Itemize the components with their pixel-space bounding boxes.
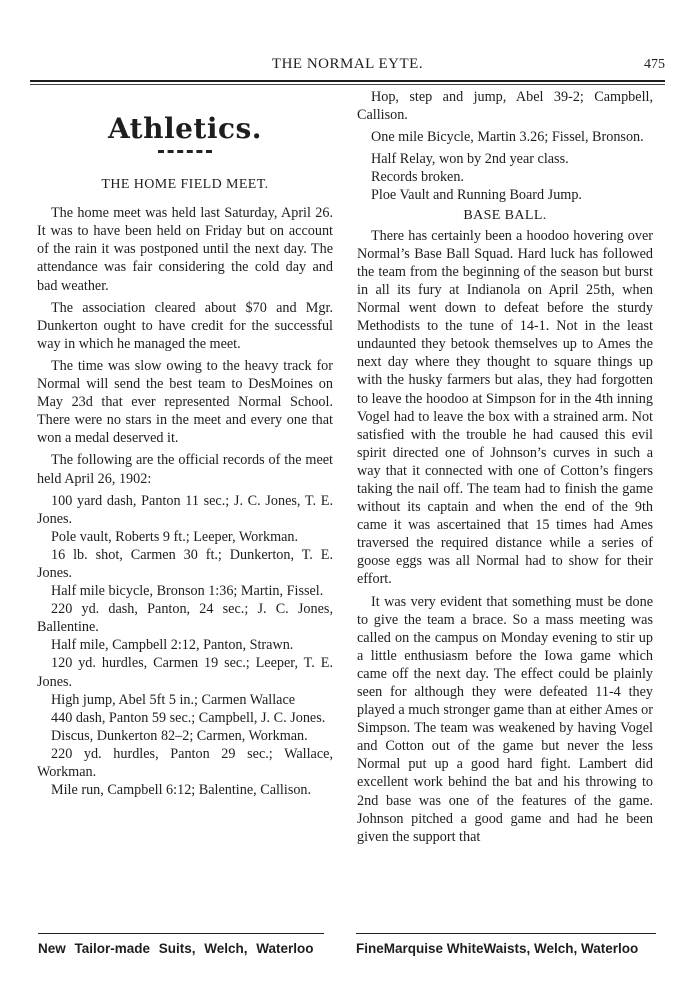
record-entry: Half mile, Campbell 2:12, Panton, Strawn. bbox=[51, 637, 294, 654]
title-ornament bbox=[158, 150, 212, 156]
article-title: Athletics. bbox=[107, 112, 263, 145]
footer-rule-right bbox=[356, 933, 656, 934]
record-entry: High jump, Abel 5ft 5 in.; Carmen Wallace bbox=[51, 691, 296, 708]
section-heading-base-ball: BASE BALL. bbox=[463, 207, 547, 223]
record-entry: Pole vault, Roberts 9 ft.; Leeper, Workman. bbox=[51, 528, 299, 545]
paragraph: It was very evident that something must be done to give the team a brace. So a mass meeting was called on the campus on Monday evening to stir up a little enthusiasm before the Iowa game which came off the next day. The effect could be plainly seen for although they were defeated 11-4 they played a much stronger game than at either Ames or Simpson. The team was weakened by having Vogel and Cotton out of the game but never the less Normal put up a good hard fight. Lambert did excellent work behind the bat and his throwing to 2nd base was one of the features of the game. Johnson pitched a good game and had he been given the support that bbox=[357, 593, 653, 845]
paragraph: There has certainly been a hoodoo hovering over Normal’s Base Ball Squad. Hard luck has followed the team from the beginning of the season but burst in all its fury at Indianola on April 25th, when Normal went down to defeat before the sturdy Methodists to the tune of 14-1. Not in the least undaunted they betook themselves up to Ames the next day where they thought to square things up with the husky farmers but alas, they had forgotten to leave the hoodoo at Simpson for in the 4th inning Vogel had to leave the box with a strained arm. Not satisfied with the trouble he had caused this evil spirit directed one of Johnson’s curves in such a way that it connected with one of Cotton’s fingers taking the nail off. The team had to finish the game without its captain and when the end of the 9th came it was ascertained that 15 times had Ames traversed the required distance while a series of goose eggs was all Normal had to show for their effort. bbox=[357, 227, 653, 588]
record-entry: 440 dash, Panton 59 sec.; Campbell, J. C. Jones. bbox=[51, 709, 326, 726]
note-entry: Half Relay, won by 2nd year class. bbox=[371, 151, 569, 168]
header-rule-thin bbox=[30, 84, 665, 85]
publication-title: THE NORMAL EYTE. bbox=[271, 56, 424, 72]
record-entry: One mile Bicycle, Martin 3.26; Fissel, Bronson. bbox=[371, 129, 644, 146]
record-entry: 100 yard dash, Panton 11 sec.; J. C. Jones, T. E. Jones. bbox=[37, 492, 333, 527]
record-entry: Mile run, Campbell 6:12; Balentine, Callison. bbox=[51, 782, 312, 799]
record-entry: 120 yd. hurdles, Carmen 19 sec.; Leeper, T. E. Jones. bbox=[37, 655, 333, 690]
page-number: 475 bbox=[644, 57, 665, 72]
footer-rule-left bbox=[38, 933, 324, 934]
left-column bbox=[37, 88, 333, 799]
record-entry: Hop, step and jump, Abel 39-2; Campbell, Callison. bbox=[357, 89, 653, 124]
paragraph: The following are the official records of the meet held April 26, 1902: bbox=[37, 452, 333, 487]
page-header bbox=[30, 52, 665, 76]
note-entry: Ploe Vault and Running Board Jump. bbox=[371, 187, 582, 204]
header-rule bbox=[30, 80, 665, 82]
record-entry: 220 yd. dash, Panton, 24 sec.; J. C. Jones, Ballentine. bbox=[37, 601, 333, 636]
note-entry: Records broken. bbox=[371, 169, 464, 186]
section-heading-home-field-meet: THE HOME FIELD MEET. bbox=[101, 177, 269, 193]
record-entry: Half mile bicycle, Bronson 1:36; Martin, Fissel. bbox=[51, 583, 324, 600]
record-entry: Discus, Dunkerton 82–2; Carmen, Workman. bbox=[51, 727, 308, 744]
footer-advertisement-left: New Tailor-made Suits, Welch, Waterloo bbox=[38, 941, 314, 956]
paragraph: The time was slow owing to the heavy track for Normal will send the best team to DesMoines on May 23d that ever represented Normal School. There were no stars in the meet and every one that won a medal deserved it. bbox=[37, 357, 333, 447]
record-entry: 220 yd. hurdles, Panton 29 sec.; Wallace, Workman. bbox=[37, 745, 333, 780]
record-entry: 16 lb. shot, Carmen 30 ft.; Dunkerton, T. E. Jones. bbox=[37, 546, 333, 581]
right-column bbox=[357, 88, 653, 850]
paragraph: The home meet was held last Saturday, April 26. It was to have been held on Friday but on account of the rain it was postponed until the next day. The attendance was fair considering the cold day and bad weather. bbox=[37, 205, 333, 294]
paragraph: The association cleared about $70 and Mgr. Dunkerton ought to have credit for the successful way in which he managed the meet. bbox=[37, 299, 333, 352]
footer-advertisement-right: FineMarquise WhiteWaists, Welch, Waterloo bbox=[356, 941, 639, 956]
